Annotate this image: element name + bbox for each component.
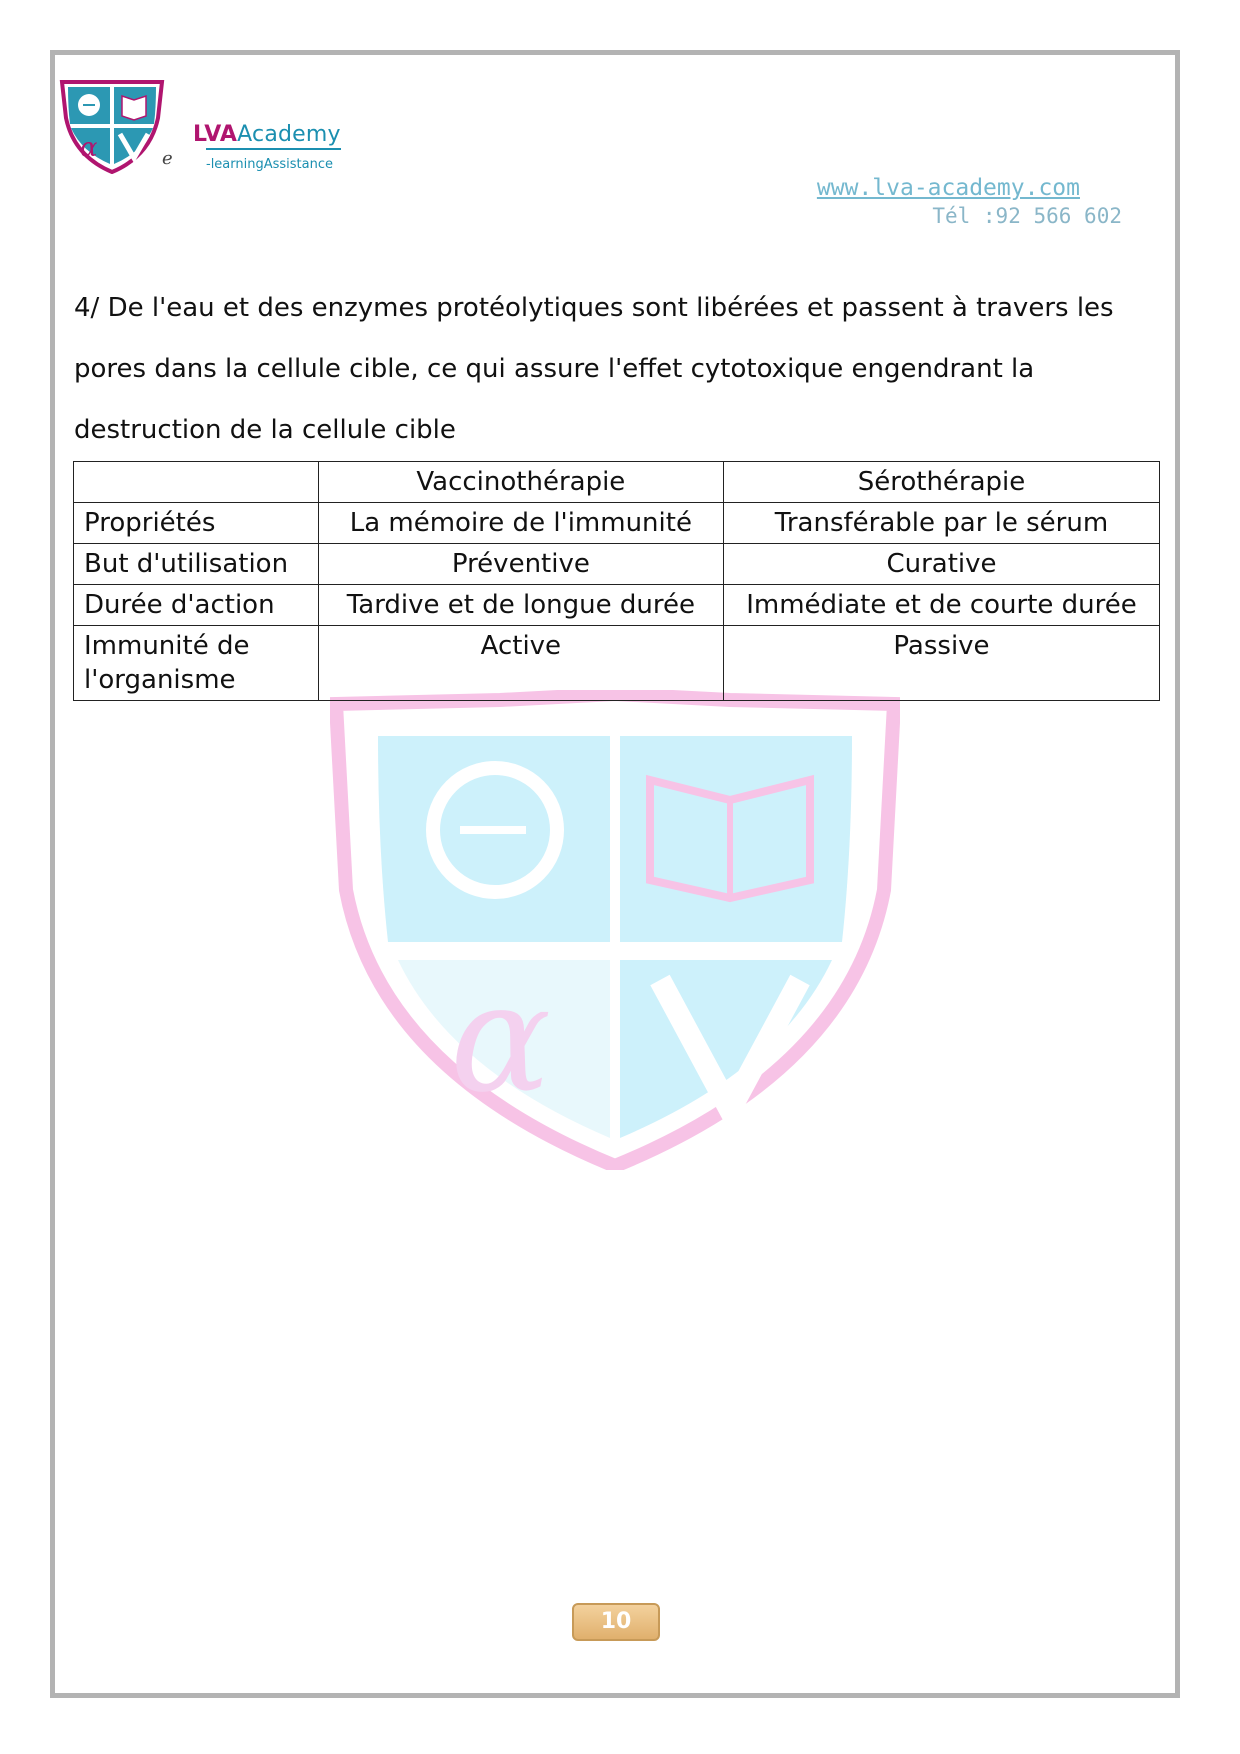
comparison-table [73, 461, 1160, 701]
table-cell: Active [318, 626, 723, 701]
table-header-cell: Sérothérapie [723, 462, 1159, 503]
lva-shield-watermark-icon [330, 690, 900, 1170]
table-row [74, 544, 1160, 585]
table-cell: Immédiate et de courte durée [723, 585, 1159, 626]
table-row [74, 585, 1160, 626]
svg-text:α: α [450, 952, 552, 1126]
table-header-cell: Vaccinothérapie [318, 462, 723, 503]
table-cell: La mémoire de l'immunité [318, 503, 723, 544]
brand-lva: LVA [193, 122, 238, 147]
website-link[interactable]: www.lva-academy.com [816, 175, 1080, 201]
table-cell: Transférable par le sérum [723, 503, 1159, 544]
table-row [74, 503, 1160, 544]
table-cell: Passive [723, 626, 1159, 701]
body-paragraph: 4/ De l'eau et des enzymes protéolytiques sont libérées et passent à travers les pores dans la cellule cible, ce qui assure l'effet cytotoxique engendrant la destruction de la cellule cible [74, 293, 1114, 445]
lva-shield-logo-icon [58, 78, 166, 174]
table-row [74, 626, 1160, 701]
brand-name [193, 122, 341, 147]
page-number: 10 [572, 1603, 660, 1641]
table-row-label: Immunité de l'organisme [74, 626, 319, 701]
table-row-label: Durée d'action [74, 585, 319, 626]
brand-e-letter: e [162, 148, 173, 169]
brand-tagline: -learningAssistance [206, 157, 333, 172]
table-header-cell [74, 462, 319, 503]
table-cell: Préventive [318, 544, 723, 585]
table-row-label: But d'utilisation [74, 544, 319, 585]
table-cell: Curative [723, 544, 1159, 585]
svg-text:α: α [80, 133, 98, 163]
brand-underline [206, 148, 341, 150]
phone-number: Tél :92 566 602 [932, 204, 1122, 228]
table-header-row [74, 462, 1160, 503]
table-cell: Tardive et de longue durée [318, 585, 723, 626]
table-row-label: Propriétés [74, 503, 319, 544]
brand-academy: Academy [237, 122, 341, 147]
